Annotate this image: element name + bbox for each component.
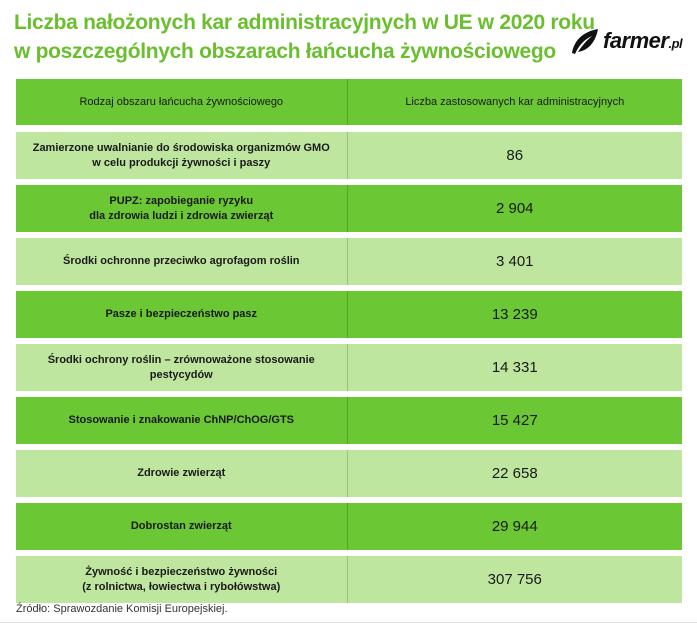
- row-category: [16, 556, 347, 603]
- row-category: [16, 185, 347, 232]
- row-category-line: Pasze i bezpieczeństwo pasz: [105, 308, 258, 320]
- logo-name: farmer: [603, 28, 669, 53]
- logo-suffix: .pl: [668, 36, 683, 51]
- row-value: 2 904: [495, 200, 534, 217]
- column-header-value: Liczba zastosowanych kar administracyjnych: [405, 96, 625, 108]
- table-row: [16, 344, 682, 391]
- table-row: [16, 503, 682, 550]
- title-line-1: Liczba nałożonych kar administracyjnych w UE w 2020 roku: [14, 11, 595, 34]
- row-value: 3 401: [495, 253, 534, 270]
- table-body: [16, 132, 682, 603]
- table-row: [16, 185, 682, 232]
- row-category: [16, 291, 347, 338]
- row-value: 86: [506, 147, 524, 164]
- row-category-line: Żywność i bezpieczeństwo żywności: [85, 565, 278, 578]
- table-row: [16, 397, 682, 444]
- table-row: [16, 450, 682, 497]
- row-category-line: dla zdrowia ludzi i zdrowia zwierząt: [89, 209, 274, 222]
- row-value: 13 239: [491, 306, 538, 323]
- row-category-line: pestycydów: [149, 368, 213, 381]
- row-category-line: w celu produkcji żywności i paszy: [92, 156, 271, 169]
- table-row: [16, 132, 682, 179]
- source-note: Źródło: Sprawozdanie Komisji Europejskiej.: [16, 603, 228, 615]
- row-category: [16, 450, 347, 497]
- table-row: [16, 556, 682, 603]
- row-category-line: (z rolnictwa, łowiectwa i rybołówstwa): [82, 580, 281, 593]
- data-table: [16, 79, 682, 609]
- row-category: [16, 344, 347, 391]
- row-value: 22 658: [491, 465, 538, 482]
- leaf-icon: [568, 26, 602, 56]
- row-category-line: Zdrowie zwierząt: [137, 467, 226, 479]
- row-category: [16, 132, 347, 179]
- divider: [0, 622, 697, 623]
- row-value: 307 756: [487, 571, 542, 588]
- row-category: [16, 397, 347, 444]
- row-category-line: Środki ochronne przeciwko agrofagom roślin: [62, 255, 300, 267]
- row-category-line: Dobrostan zwierząt: [130, 520, 232, 532]
- row-category-line: PUPZ: zapobieganie ryzyku: [109, 194, 254, 207]
- table-row: [16, 291, 682, 338]
- row-category-line: Zamierzone uwalnianie do środowiska organizmów GMO: [32, 141, 330, 154]
- farmer-logo[interactable]: [568, 26, 682, 56]
- row-category-line: Stosowanie i znakowanie ChNP/ChOG/GTS: [68, 414, 295, 426]
- row-category-line: Środki ochrony roślin – zrównoważone stosowanie: [47, 353, 315, 366]
- row-category: [16, 503, 347, 550]
- table-header: [16, 79, 682, 125]
- title-line-2: w poszczególnych obszarach łańcucha żywnościowego: [14, 40, 556, 63]
- chart-title: [14, 8, 595, 66]
- row-value: 14 331: [491, 359, 538, 376]
- row-value: 29 944: [491, 518, 538, 535]
- column-header-category: Rodzaj obszaru łańcucha żywnościowego: [79, 95, 284, 108]
- table-row: [16, 238, 682, 285]
- row-category: [16, 238, 347, 285]
- row-value: 15 427: [491, 412, 538, 429]
